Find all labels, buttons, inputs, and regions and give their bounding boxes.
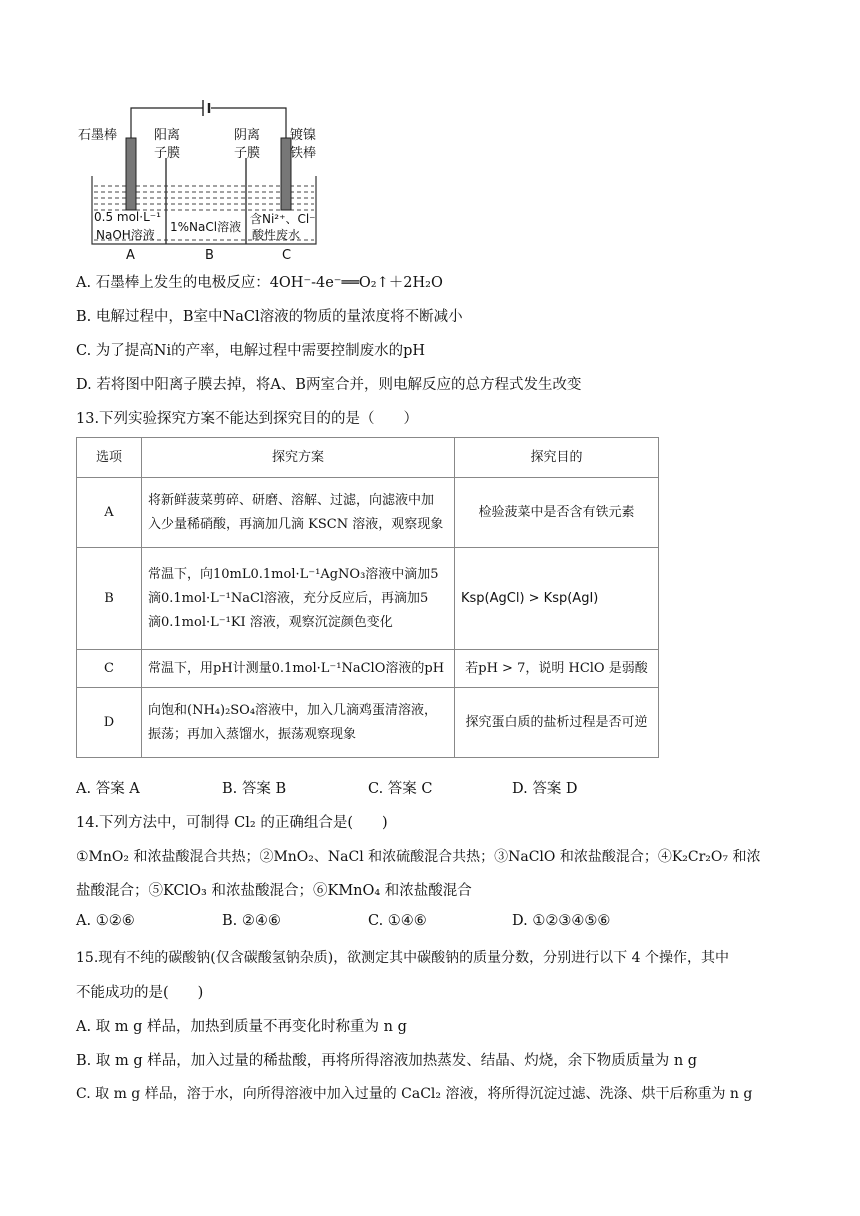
room-a-solution-2: NaOH溶液: [96, 228, 155, 242]
row-b-goal: Ksp(AgCl) > Ksp(AgI): [455, 548, 659, 650]
q14-option-c: C. ①④⑥: [368, 913, 427, 929]
anion-membrane-label-2: 子膜: [234, 146, 261, 161]
q12-option-c: C. 为了提高Ni的产率，电解过程中需要控制废水的pH: [76, 343, 426, 359]
row-b-plan-line-2: 滴0.1mol·L⁻¹NaCl溶液，充分反应后，再滴加5: [148, 590, 429, 606]
row-a-plan: [142, 478, 455, 548]
anion-membrane-label-1: 阴离: [234, 128, 261, 143]
q13-stem: 13.下列实验探究方案不能达到探究目的的是（ ）: [76, 411, 419, 427]
room-b-solution: 1%NaCl溶液: [170, 220, 242, 234]
row-b-plan-line-3: 滴0.1mol·L⁻¹KI 溶液，观察沉淀颜色变化: [148, 614, 393, 630]
row-b-plan: [142, 548, 455, 650]
row-d-option: D: [77, 688, 142, 758]
nickel-iron-rod-label-1: 镀镍: [290, 128, 317, 143]
header-option: 选项: [77, 438, 142, 478]
q14-line-2: 盐酸混合；⑤KClO₃ 和浓盐酸混合；⑥KMnO₄ 和浓盐酸混合: [76, 883, 472, 899]
q13-option-d: D. 答案 D: [512, 781, 578, 797]
table-row: [77, 478, 659, 548]
q15-option-c: C. 取 m g 样品，溶于水，向所得溶液中加入过量的 CaCl₂ 溶液，将所得沉淀过滤、洗涤、烘干后称重为 n g: [76, 1086, 753, 1102]
graphite-rod-label: 石墨棒: [78, 128, 118, 143]
q13-option-a: A. 答案 A: [76, 781, 140, 797]
row-c-option: C: [77, 650, 142, 688]
row-a-plan-line-2: 入少量稀硝酸，再滴加几滴 KSCN 溶液，观察现象: [148, 516, 444, 532]
room-c-solution-1: 含Ni²⁺、Cl⁻: [250, 212, 316, 226]
header-goal: 探究目的: [455, 438, 659, 478]
cation-membrane-label-1: 阳离: [154, 128, 181, 143]
row-d-plan-line-1: 向饱和(NH₄)₂SO₄溶液中，加入几滴鸡蛋清溶液，: [148, 702, 438, 718]
room-c-label: C: [282, 248, 292, 263]
q15-option-a: A. 取 m g 样品，加热到质量不再变化时称重为 n g: [76, 1019, 407, 1035]
room-c-solution-2: 酸性废水: [252, 228, 301, 242]
header-plan: 探究方案: [142, 438, 455, 478]
table-header-row: [77, 438, 659, 478]
q15-stem-line-1: 15.现有不纯的碳酸钠(仅含碳酸氢钠杂质)，欲测定其中碳酸钠的质量分数，分别进行以下 4 个操作，其中: [76, 950, 729, 966]
row-c-plan: 常温下，用pH计测量0.1mol·L⁻¹NaClO溶液的pH: [142, 650, 455, 688]
nickel-iron-rod-label-2: 铁棒: [290, 146, 317, 161]
row-d-plan-line-2: 振荡；再加入蒸馏水，振荡观察现象: [148, 726, 357, 742]
row-a-option: A: [77, 478, 142, 548]
cation-membrane-label-2: 子膜: [154, 146, 181, 161]
room-a-label: A: [126, 248, 135, 263]
row-d-goal: 探究蛋白质的盐析过程是否可逆: [455, 688, 659, 758]
q14-line-1: ①MnO₂ 和浓盐酸混合共热；②MnO₂、NaCl 和浓硫酸混合共热；③NaClO 和浓盐酸混合；④K₂Cr₂O₇ 和浓: [76, 849, 761, 865]
q12-option-d: D. 若将图中阳离子膜去掉，将A、B两室合并，则电解反应的总方程式发生改变: [76, 377, 582, 393]
row-b-option: B: [77, 548, 142, 650]
row-d-plan: [142, 688, 455, 758]
q14-stem: 14.下列方法中，可制得 Cl₂ 的正确组合是( ): [76, 815, 388, 831]
q12-option-a: A. 石墨棒上发生的电极反应：4OH⁻-4e⁻══O₂↑＋2H₂O: [76, 275, 443, 291]
table-row: [77, 688, 659, 758]
q12-option-b: B. 电解过程中，B室中NaCl溶液的物质的量浓度将不断减小: [76, 309, 463, 325]
q13-option-c: C. 答案 C: [368, 781, 433, 797]
table-row: [77, 548, 659, 650]
q15-option-b: B. 取 m g 样品，加入过量的稀盐酸，再将所得溶液加热蒸发、结晶、灼烧，余下物质质量为 n g: [76, 1053, 698, 1069]
q13-table: [76, 437, 659, 758]
room-a-solution-1: 0.5 mol·L⁻¹: [94, 210, 161, 224]
row-a-goal: 检验菠菜中是否含有铁元素: [455, 478, 659, 548]
table-row: [77, 650, 659, 688]
q14-option-d: D. ①②③④⑤⑥: [512, 913, 611, 929]
row-b-plan-line-1: 常温下，向10mL0.1mol·L⁻¹AgNO₃溶液中滴加5: [148, 566, 439, 582]
q13-option-b: B. 答案 B: [222, 781, 287, 797]
q14-option-a: A. ①②⑥: [76, 913, 135, 929]
q15-stem-line-2: 不能成功的是( ): [76, 985, 204, 1001]
row-c-goal: 若pH > 7，说明 HClO 是弱酸: [455, 650, 659, 688]
row-a-plan-line-1: 将新鲜菠菜剪碎、研磨、溶解、过滤，向滤液中加: [148, 492, 435, 508]
q14-option-b: B. ②④⑥: [222, 913, 281, 929]
room-b-label: B: [205, 248, 214, 263]
